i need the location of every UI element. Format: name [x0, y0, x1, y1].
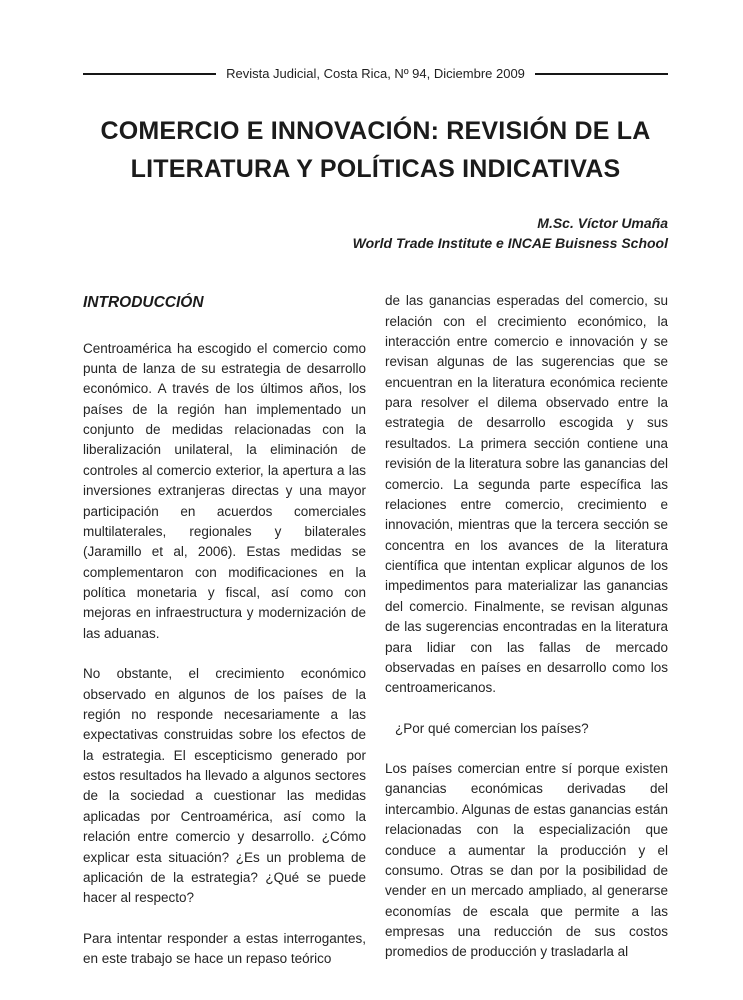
right-column	[385, 291, 668, 969]
journal-header	[83, 66, 668, 81]
subheading-why-countries-trade: ¿Por qué comercian los países?	[395, 720, 589, 736]
left-paragraph-2: No obstante, el crecimiento económico observado en algunos de los países de la región no responde necesariamente a las expectativas construidas sobre los efectos de la estrategia. El escepticismo generado por estos resultados ha llevado a algunos sectores de la sociedad a cuestionar las medidas aplicadas por Centroamérica, así como la relación entre comercio y desarrollo. ¿Cómo explicar esta situación? ¿Es un problema de aplicación de la estrategia? ¿Qué se puede hacer al respecto?	[83, 666, 366, 906]
article-title-line-2: LITERATURA Y POLÍTICAS INDICATIVAS	[130, 154, 621, 183]
section-heading-introduccion: INTRODUCCIÓN	[83, 294, 204, 312]
article-title-line-1: COMERCIO E INNOVACIÓN: REVISIÓN DE LA	[100, 117, 651, 145]
right-paragraph-1: de las ganancias esperadas del comercio, su relación con el crecimiento económico, la interacción entre comercio e innovación y se revisan algunas de las sugerencias que se encuentran en la literatura económica reciente para resolver el dilema observado entre la estrategia de desarrollo escogida y sus resultados. La primera sección contiene una revisión de la literatura sobre las ganancias del comercio. La segunda parte específica las relaciones entre comercio, crecimiento e innovación, mientras que la tercera sección se concentra en los avances de la literatura científica que intentan explicar algunos de los impedimentos para materializar las ganancias del comercio. Finalmente, se revisan algunas de las sugerencias encontradas en la literatura para lidiar con las fallas de mercado observadas en países en desarrollo como los centroamericanos.	[385, 293, 668, 696]
left-column	[83, 291, 366, 969]
header-rule-right	[535, 73, 668, 75]
article-title	[83, 113, 668, 188]
byline	[83, 214, 668, 253]
left-paragraph-1: Centroamérica ha escogido el comercio como punta de lanza de su estrategia de desarrollo económico. A través de los últimos años, los países de la región han implementado un conjunto de medidas relacionadas con la liberalización unilateral, la eliminación de controles al comercio exterior, la apertura a las inversiones extranjeras directas y una mayor participación en acuerdos comerciales multilaterales, regionales y bilaterales (Jaramillo et al, 2006). Estas medidas se complementaron con modificaciones en la política monetaria y fiscal, así como con mejoras en infraestructura y modernización de las aduanas.	[83, 340, 366, 641]
header-rule-left	[83, 73, 216, 75]
article-body	[83, 291, 668, 969]
author-name: M.Sc. Víctor Umaña	[537, 215, 668, 231]
right-paragraph-2: Los países comercian entre sí porque existen ganancias económicas derivadas del intercambio. Algunas de estas ganancias están relacionadas con la especialización que conduce a aumentar la producción y el consumo. Otras se dan por la posibilidad de vender en un mercado ampliado, al generarse economías de escala que permite a las empresas una reducción de sus costos promedios de producción y trasladarla al	[385, 761, 668, 960]
author-affiliation: World Trade Institute e INCAE Buisness School	[352, 234, 668, 251]
journal-header-text: Revista Judicial, Costa Rica, Nº 94, Diciembre 2009	[226, 66, 525, 81]
left-paragraph-3: Para intentar responder a estas interrogantes, en este trabajo se hace un repaso teórico	[83, 930, 366, 967]
